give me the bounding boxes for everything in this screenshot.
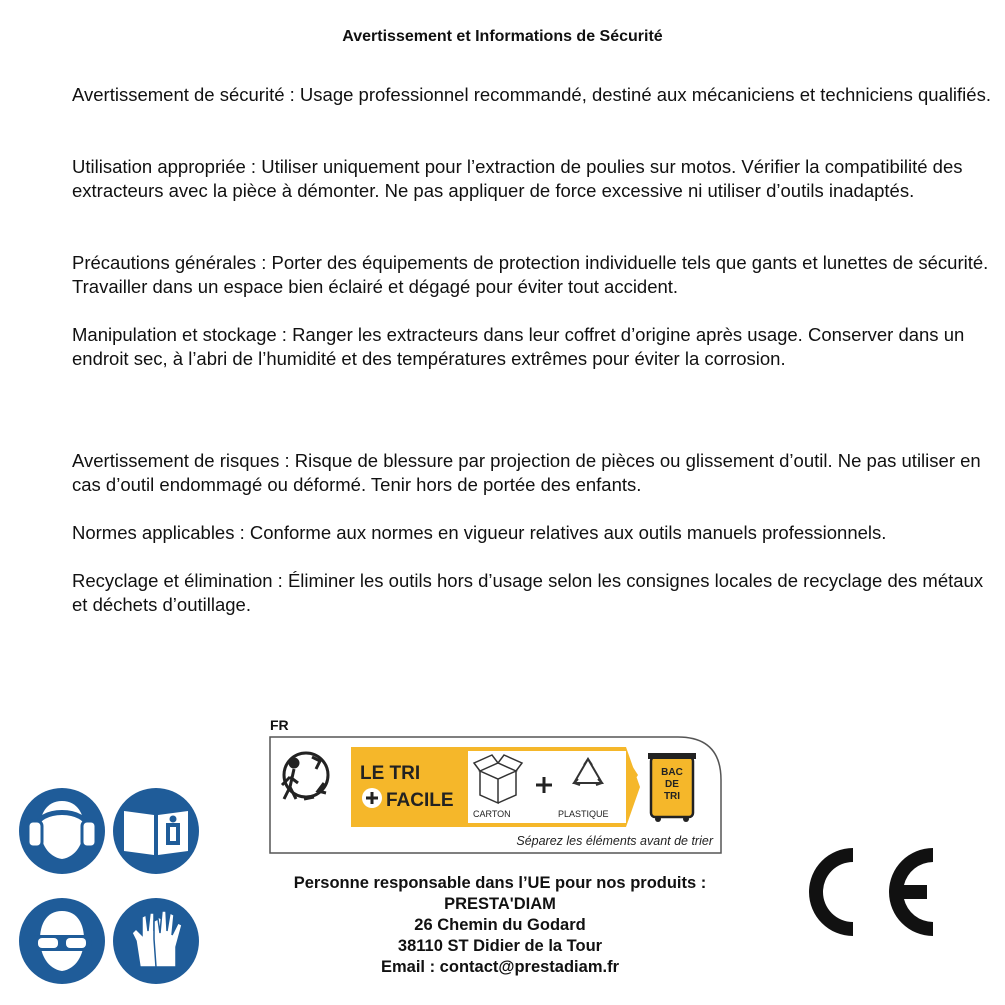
proper-use-paragraph: Utilisation appropriée : Utiliser uniquement pour l’extraction de poulies sur motos. Vérifier la compatibilité des extracteurs avec la pièce à démonter. Ne pas appliquer de force excessive ni utiliser d’outils inadaptés. <box>72 156 963 201</box>
company-street: 26 Chemin du Godard <box>414 916 586 934</box>
company-city: 38110 ST Didier de la Tour <box>397 937 603 955</box>
bin-label-2: DE <box>665 779 679 790</box>
gloves-icon <box>110 895 202 987</box>
triman-line2: FACILE <box>386 790 454 811</box>
company-email: Email : contact@prestadiam.fr <box>381 958 619 976</box>
triman-language-label: FR <box>270 717 289 733</box>
ear-protection-icon <box>16 785 108 877</box>
recycling-paragraph: Recyclage et élimination : Éliminer les outils hors d’usage selon les consignes locales de recyclage des métaux et déchets d’outillage. <box>72 570 984 615</box>
bin-label-3: TRI <box>663 791 681 802</box>
carton-label: CARTON <box>473 809 511 819</box>
bin-label-1: BAC <box>661 767 683 778</box>
responsible-person-block <box>250 873 750 978</box>
ce-mark-logo <box>797 842 937 942</box>
handling-storage-paragraph: Manipulation et stockage : Ranger les extracteurs dans leur coffret d’origine après usage. Conserver dans un endroit sec, à l’abri de l’humidité et des températures extrêmes pour éviter la corrosion. <box>72 324 965 369</box>
safety-warning-paragraph: Avertissement de sécurité : Usage professionnel recommandé, destiné aux mécaniciens et techniciens qualifiés. <box>72 84 991 105</box>
page-title: Avertissement et Informations de Sécurité <box>342 28 663 45</box>
company-name: PRESTA'DIAM <box>444 895 556 913</box>
recycling-bin-icon <box>648 753 696 822</box>
triman-recycling-label <box>268 735 723 855</box>
standards-paragraph: Normes applicables : Conforme aux normes en vigueur relatives aux outils manuels professionnels. <box>72 522 887 543</box>
responsible-heading: Personne responsable dans l’UE pour nos produits : <box>293 874 707 892</box>
general-precautions-paragraph: Précautions générales : Porter des équipements de protection individuelle tels que gants et lunettes de sécurité. Travailler dans un espace bien éclairé et dégagé pour éviter tout accident. <box>72 252 989 297</box>
read-manual-icon <box>110 785 202 877</box>
triman-note: Séparez les éléments avant de trier <box>516 834 713 848</box>
plastique-label: PLASTIQUE <box>558 809 609 819</box>
risk-warning-paragraph: Avertissement de risques : Risque de blessure par projection de pièces ou glissement d’outil. Ne pas utiliser en cas d’outil endommagé ou déformé. Tenir hors de portée des enfants. <box>72 450 981 495</box>
triman-line1: LE TRI <box>360 763 421 784</box>
eye-protection-icon <box>16 895 108 987</box>
